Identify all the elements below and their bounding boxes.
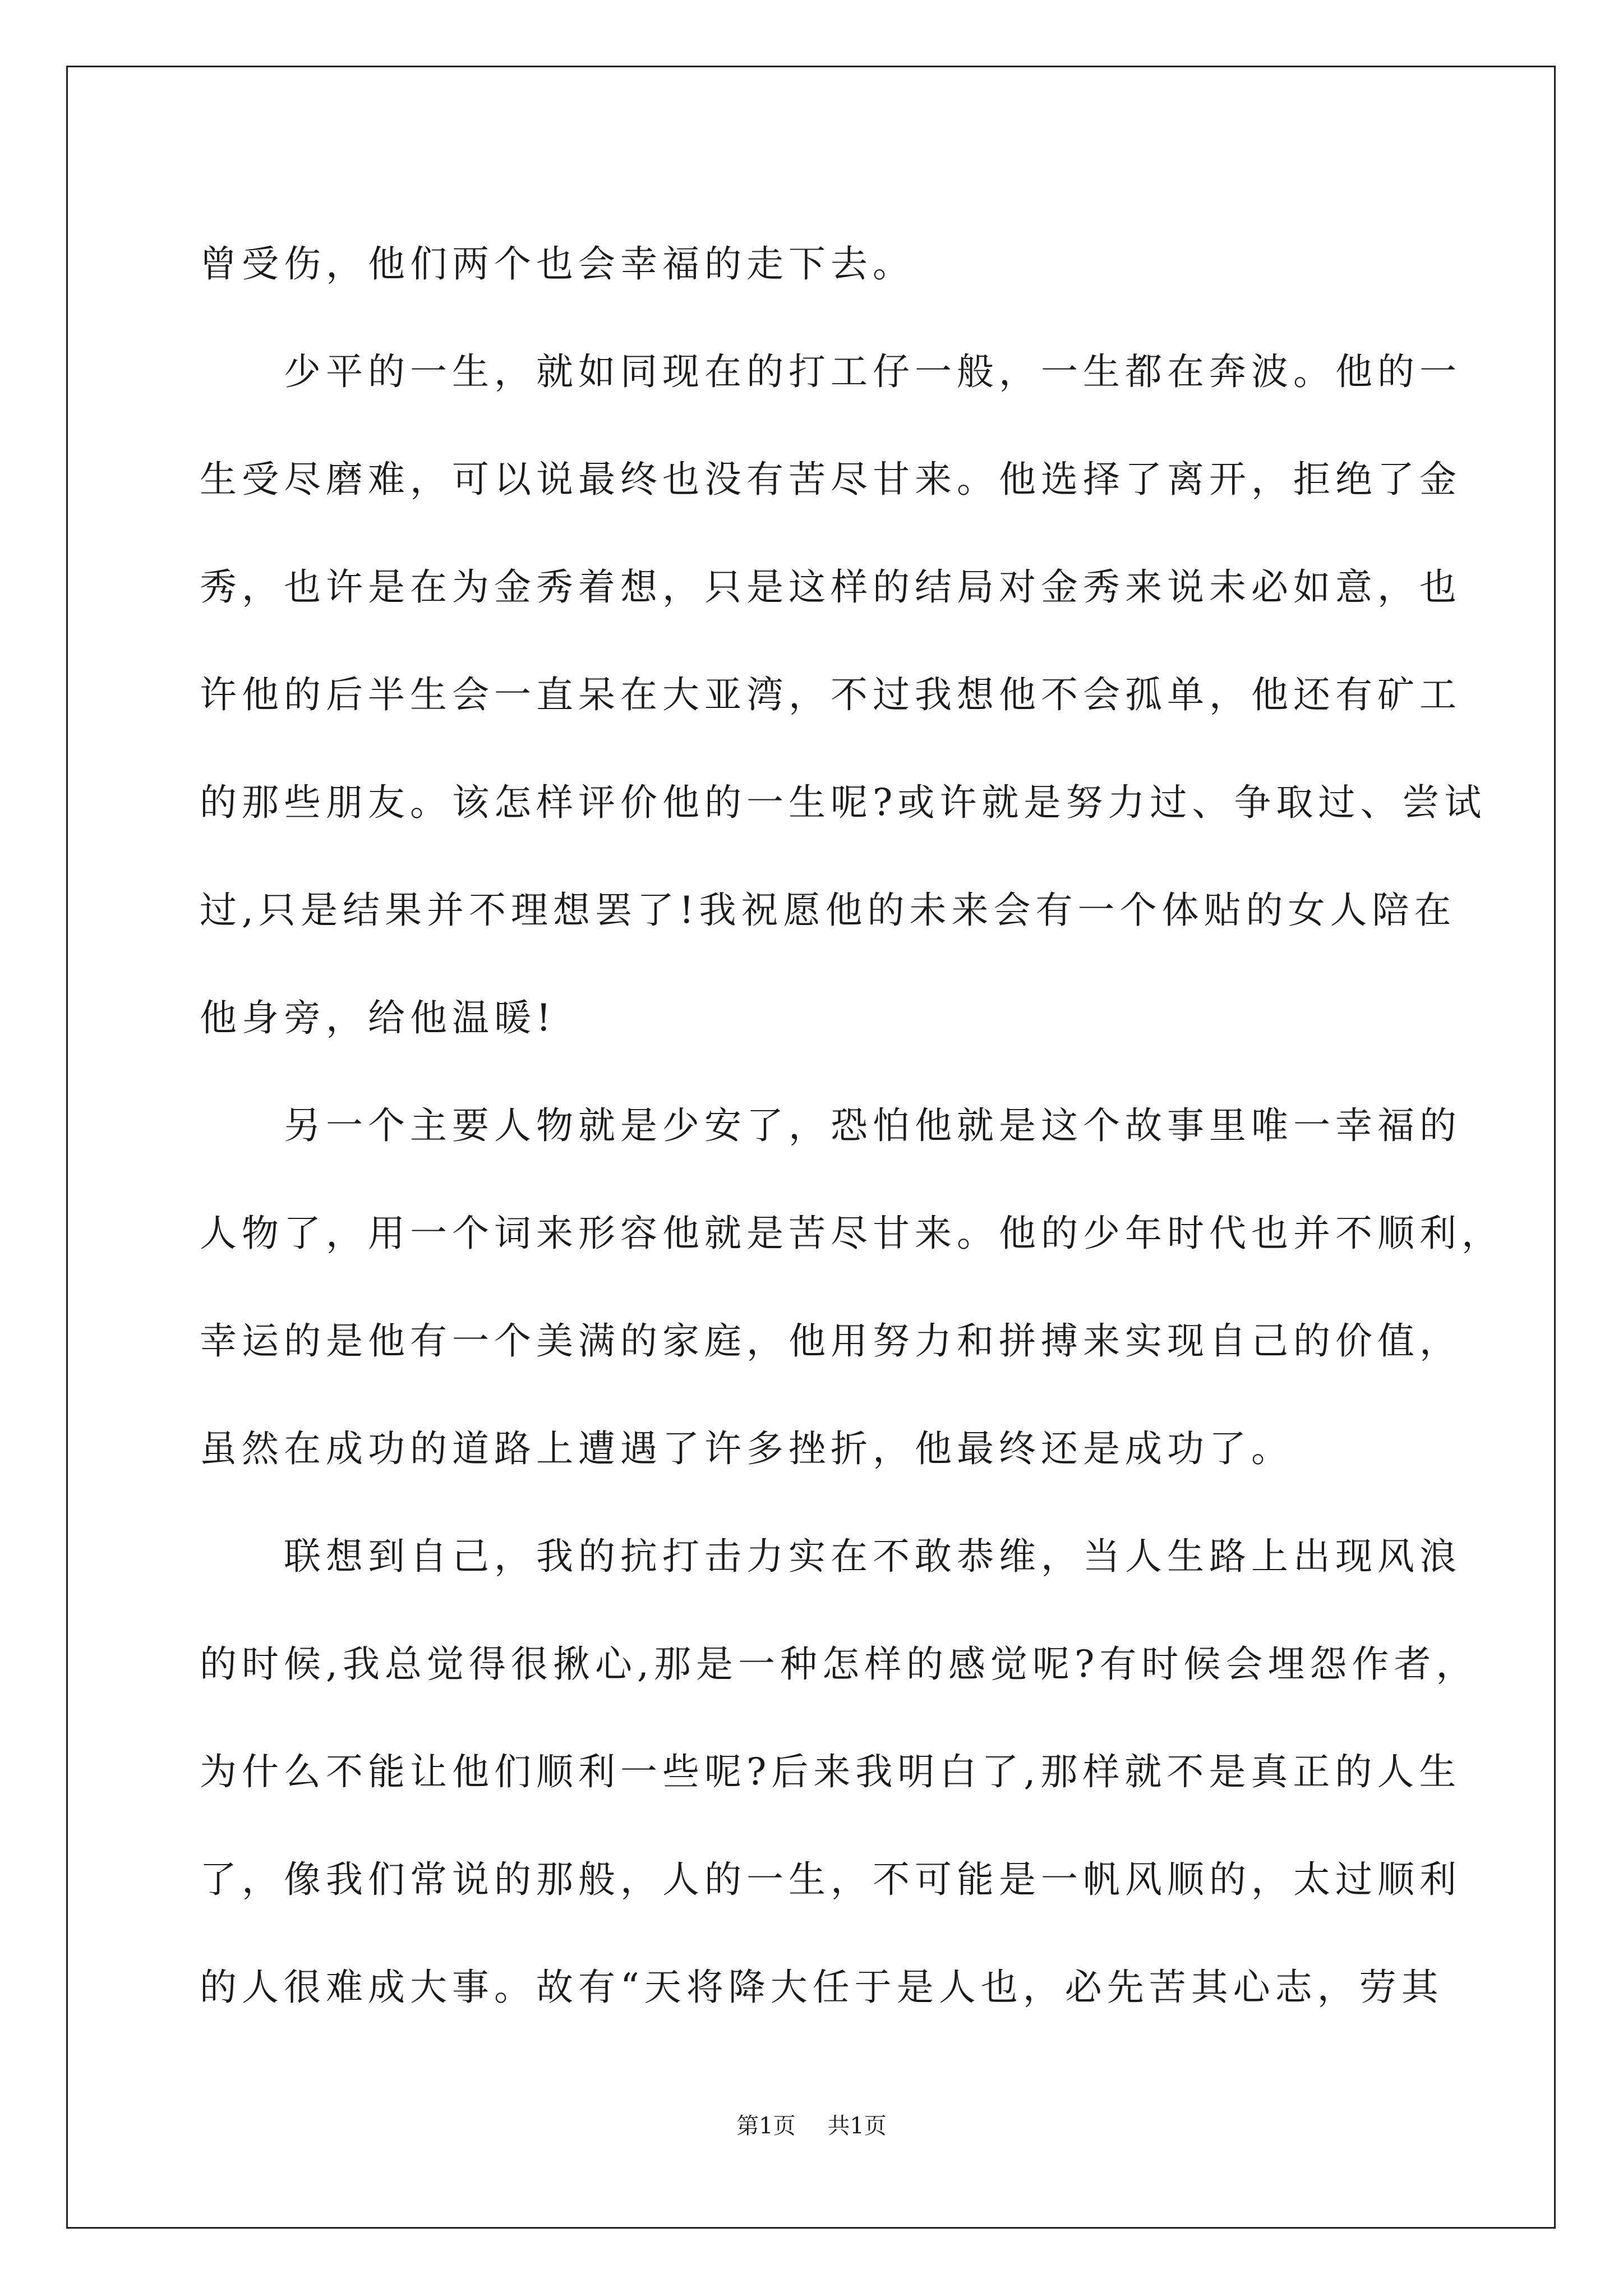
text-line: 幸运的是他有一个美满的家庭，他用努力和拼搏来实现自己的价值， <box>200 1319 1461 1363</box>
text-line: 的那些朋友。该怎样评价他的一生呢?或许就是努力过、争取过、尝试 <box>200 781 1487 824</box>
text-line: 的人很难成大事。故有“天将降大任于是人也，必先苦其心志，劳其 <box>200 1966 1444 2009</box>
page-total: 共1页 <box>827 2113 887 2139</box>
text-line: 生受尽磨难，可以说最终也没有苦尽甘来。他选择了离开，拒绝了金 <box>200 458 1461 501</box>
text-line: 曾受伤，他们两个也会幸福的走下去。 <box>200 242 915 286</box>
text-line: 过,只是结果并不理想罢了!我祝愿他的未来会有一个体贴的女人陪在 <box>200 889 1456 932</box>
text-line: 许他的后半生会一直呆在大亚湾，不过我想他不会孤单，他还有矿工 <box>200 673 1461 716</box>
text-line: 他身旁，给他温暖! <box>200 996 556 1039</box>
text-line: 人物了，用一个词来形容他就是苦尽甘来。他的少年时代也并不顺利， <box>200 1212 1504 1255</box>
text-line: 少平的一生，就如同现在的打工仔一般，一生都在奔波。他的一 <box>284 350 1461 393</box>
document-body <box>200 210 1504 2041</box>
page-footer <box>0 2108 1623 2140</box>
text-line: 为什么不能让他们顺利一些呢?后来我明白了,那样就不是真正的人生 <box>200 1750 1461 1793</box>
text-line: 另一个主要人物就是少安了，恐怕他就是这个故事里唯一幸福的 <box>284 1104 1461 1147</box>
text-line: 的时候,我总觉得很揪心,那是一种怎样的感觉呢?有时候会埋怨作者， <box>200 1642 1478 1686</box>
text-line: 联想到自己，我的抗打击力实在不敢恭维，当人生路上出现风浪 <box>284 1535 1461 1578</box>
page-number: 第1页 <box>736 2113 796 2139</box>
text-line: 秀，也许是在为金秀着想，只是这样的结局对金秀来说未必如意，也 <box>200 565 1461 609</box>
text-line: 虽然在成功的道路上遭遇了许多挫折，他最终还是成功了。 <box>200 1427 1293 1470</box>
text-line: 了，像我们常说的那般，人的一生，不可能是一帆风顺的，太过顺利 <box>200 1858 1461 1901</box>
